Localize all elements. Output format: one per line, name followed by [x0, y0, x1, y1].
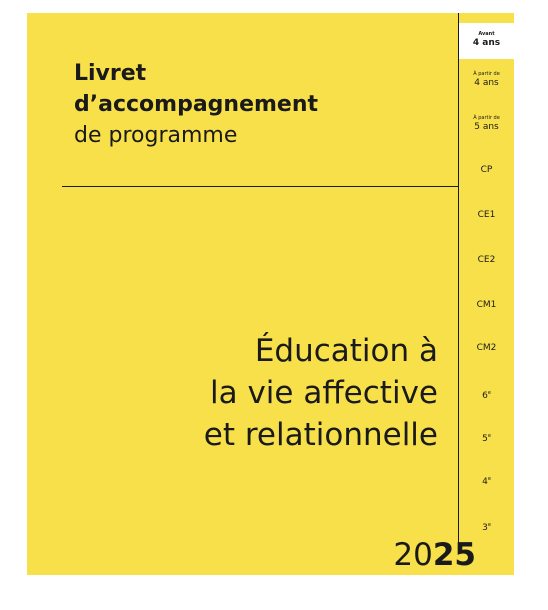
subject-line-3: et relationnelle — [203, 417, 438, 453]
subject-line-1: Éducation à — [254, 333, 438, 369]
level-prefix: À partir de — [473, 71, 500, 77]
level-index — [459, 13, 514, 553]
level-label — [459, 255, 514, 266]
level-label-text: 4 — [482, 477, 488, 487]
level-label-text: 5 ans — [474, 122, 499, 132]
level-label-text: CE2 — [477, 255, 496, 265]
year-prefix: 20 — [393, 537, 433, 573]
level-superscript: e — [487, 522, 491, 528]
level-item — [459, 115, 514, 133]
level-prefix: Avant — [478, 31, 495, 37]
level-item — [459, 210, 514, 221]
level-label-text: 4 ans — [474, 78, 499, 88]
level-label — [459, 388, 514, 402]
level-label-text: 6 — [482, 391, 488, 401]
level-item — [459, 388, 514, 402]
level-prefix: À partir de — [473, 115, 500, 121]
level-label — [459, 210, 514, 221]
level-item — [459, 71, 514, 89]
level-label — [459, 165, 514, 176]
level-label — [459, 300, 514, 311]
level-label — [459, 78, 514, 89]
cover-page — [27, 13, 514, 575]
level-item — [459, 431, 514, 445]
level-label — [459, 343, 514, 354]
year — [366, 535, 476, 575]
title-line-1: Livret — [74, 61, 147, 86]
level-label-text: 5 — [482, 434, 488, 444]
subject-title — [118, 330, 438, 456]
level-item — [459, 343, 514, 354]
level-label-text: CE1 — [477, 210, 496, 220]
level-superscript: e — [487, 390, 491, 396]
level-label-text: 3 — [482, 523, 488, 533]
level-item — [459, 300, 514, 311]
booklet-title — [74, 58, 318, 151]
level-label-text: CM1 — [476, 300, 497, 310]
title-line-2: d’accompagnement — [74, 92, 319, 117]
level-item — [459, 255, 514, 266]
level-label — [459, 474, 514, 488]
level-superscript: e — [487, 476, 491, 482]
level-item — [459, 474, 514, 488]
level-item — [459, 165, 514, 176]
level-label-text: 4 ans — [472, 38, 501, 48]
level-label — [459, 431, 514, 445]
year-suffix: 25 — [432, 537, 476, 573]
level-superscript: e — [487, 433, 491, 439]
horizontal-divider — [62, 186, 459, 187]
level-label-text: CP — [480, 165, 493, 175]
level-item — [459, 23, 514, 59]
level-label — [459, 122, 514, 133]
level-item — [459, 520, 514, 534]
subject-line-2: la vie affective — [209, 375, 438, 411]
title-line-3: de programme — [74, 123, 238, 148]
level-label — [459, 520, 514, 534]
level-label-text: CM2 — [476, 343, 497, 353]
level-label — [459, 38, 514, 49]
